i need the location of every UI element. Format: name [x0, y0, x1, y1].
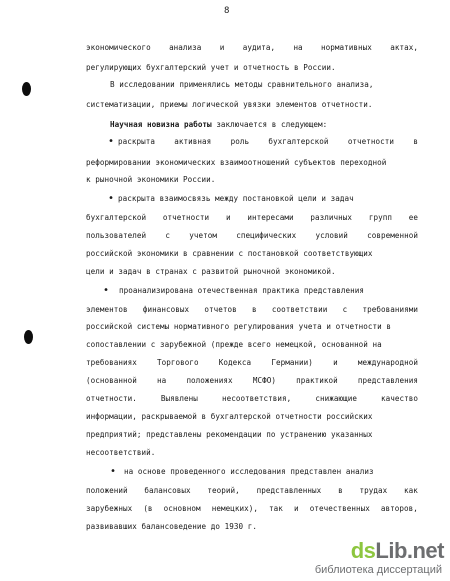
word: на — [157, 376, 167, 385]
word: бухгалтерской — [268, 137, 329, 146]
word: качество — [381, 394, 418, 403]
text-line — [86, 100, 373, 109]
word: немецких), — [211, 504, 258, 513]
text-line — [86, 412, 373, 421]
word: в — [413, 137, 418, 146]
line-text: развивавших балансоведение до 1930 г. — [86, 522, 258, 531]
word: элементов — [86, 305, 128, 314]
word: (в — [143, 504, 153, 513]
word: с — [165, 231, 170, 240]
word: современной — [367, 231, 418, 240]
word: требованиях — [86, 358, 137, 367]
text-line — [118, 137, 418, 146]
word: основном — [163, 504, 201, 513]
word: финансовых — [142, 305, 190, 314]
word: роль — [230, 137, 250, 146]
text-line — [86, 358, 418, 367]
word: экономического — [86, 43, 151, 52]
text-line — [86, 43, 418, 52]
word: активная — [174, 137, 212, 146]
punch-hole-top — [22, 82, 31, 96]
word: Германии) — [271, 358, 313, 367]
word: так — [269, 504, 283, 513]
line-text: раскрыта взаимосвязь между постановкой цели и задач — [118, 194, 354, 203]
word: как — [404, 486, 418, 495]
word: актах, — [390, 43, 418, 52]
word: (основанной — [86, 376, 137, 385]
text-line — [86, 175, 215, 184]
word: трудах — [359, 486, 388, 495]
text-line — [86, 430, 373, 439]
dslib-subtitle: библиотека диссертаций — [314, 564, 442, 576]
word: и — [219, 43, 225, 52]
line-text: цели и задач в странах с развитой рыночной экономикой. — [86, 267, 336, 276]
bullet-point: • — [110, 466, 117, 477]
line-text: несоответствий. — [86, 448, 156, 457]
word: отчетности. — [86, 394, 137, 403]
text-line — [86, 394, 418, 403]
word: положениях — [186, 376, 233, 385]
line-text: сопоставлении с зарубежной (прежде всего немецкой, основанной на — [86, 340, 382, 349]
text-line — [86, 322, 391, 331]
line-text: к рыночной экономики России. — [86, 175, 216, 184]
text-line — [110, 120, 327, 129]
word: аудита, — [242, 43, 276, 52]
text-line — [86, 63, 336, 72]
text-line — [86, 448, 155, 457]
word: Торгового — [157, 358, 199, 367]
word: международной — [357, 358, 418, 367]
word: и — [225, 213, 231, 222]
dslib-logo: dsLib.net — [350, 538, 444, 563]
novelty-label: Научная новизна работы — [110, 120, 212, 129]
word: практикой — [296, 376, 338, 385]
text-line — [86, 231, 418, 240]
text-line — [86, 158, 386, 167]
word: авторов, — [380, 504, 418, 513]
text-line — [86, 249, 373, 258]
word: на — [293, 43, 303, 52]
line-text: В исследовании применялись методы сравнительного анализа, — [110, 80, 374, 89]
word: нормативных — [321, 43, 372, 52]
line-text: на основе проведенного исследования представлен анализ — [124, 467, 374, 476]
text-line — [110, 80, 373, 89]
word: отчетности — [347, 137, 395, 146]
text-line — [124, 467, 374, 476]
text-line — [118, 194, 354, 203]
word: Кодекса — [218, 358, 252, 367]
text-line — [86, 486, 418, 495]
word: в — [338, 486, 343, 495]
word: отчетов — [204, 305, 237, 314]
line-text: российской системы нормативного регулирования учета и отчетности в — [86, 322, 392, 331]
text-line — [86, 340, 382, 349]
word: отчетности — [162, 213, 210, 222]
word: требованиями — [362, 305, 418, 314]
line-text: систематизации, приемы логической увязки элементов отчетности. — [86, 100, 373, 109]
word: раскрыта — [118, 137, 155, 146]
text-line — [86, 267, 336, 276]
word: условий — [315, 231, 348, 240]
word: и — [333, 358, 338, 367]
word: учетом — [189, 231, 217, 240]
text-line — [86, 305, 418, 314]
line-text: проанализирована отечественная практика представления — [119, 286, 364, 295]
text-line — [86, 504, 418, 513]
text-line — [119, 286, 364, 295]
word: и — [294, 504, 299, 513]
word: снижающие — [315, 394, 357, 403]
word: представленных — [256, 486, 322, 495]
word: МСФО) — [252, 376, 276, 385]
bullet-point: • — [103, 285, 110, 296]
word: зарубежных — [86, 504, 133, 513]
line-text: российской экономики в сравнении с постановкой соответствующих — [86, 249, 373, 258]
text-line — [86, 213, 418, 222]
word: анализа — [169, 43, 202, 52]
punch-hole-bottom — [24, 330, 33, 344]
line-text: предприятий; представлены рекомендации по устранению указанных — [86, 430, 373, 439]
word: теорий, — [207, 486, 240, 495]
word: пользователей — [86, 231, 147, 240]
word: балансовых — [144, 486, 191, 495]
word: Выявлены — [160, 394, 198, 403]
word: различных — [310, 213, 353, 222]
bullet-point: • — [108, 136, 115, 147]
word: несоответствия, — [221, 394, 292, 403]
word: ее — [408, 213, 418, 222]
line-text: заключается в следующем: — [216, 120, 328, 129]
word: отечественных — [309, 504, 370, 513]
text-line — [86, 376, 418, 385]
page-number: 8 — [224, 6, 230, 16]
bullet-point: • — [108, 193, 115, 204]
word: положений — [86, 486, 128, 495]
word: представления — [357, 376, 418, 385]
text-line — [86, 522, 257, 531]
word: интересами — [247, 213, 294, 222]
word: с — [342, 305, 348, 314]
line-text: реформировании экономических взаимоотношений субъектов переходной — [86, 158, 387, 167]
line-text: информации, раскрываемой в бухгалтерской отчетности российских — [86, 412, 373, 421]
word: соответствии — [271, 305, 328, 314]
line-text: регулирующих бухгалтерский учет и отчетность в России. — [86, 63, 336, 72]
word: групп — [368, 213, 392, 222]
word: бухгалтерской — [86, 213, 147, 222]
word: специфических — [236, 231, 297, 240]
word: в — [251, 305, 257, 314]
